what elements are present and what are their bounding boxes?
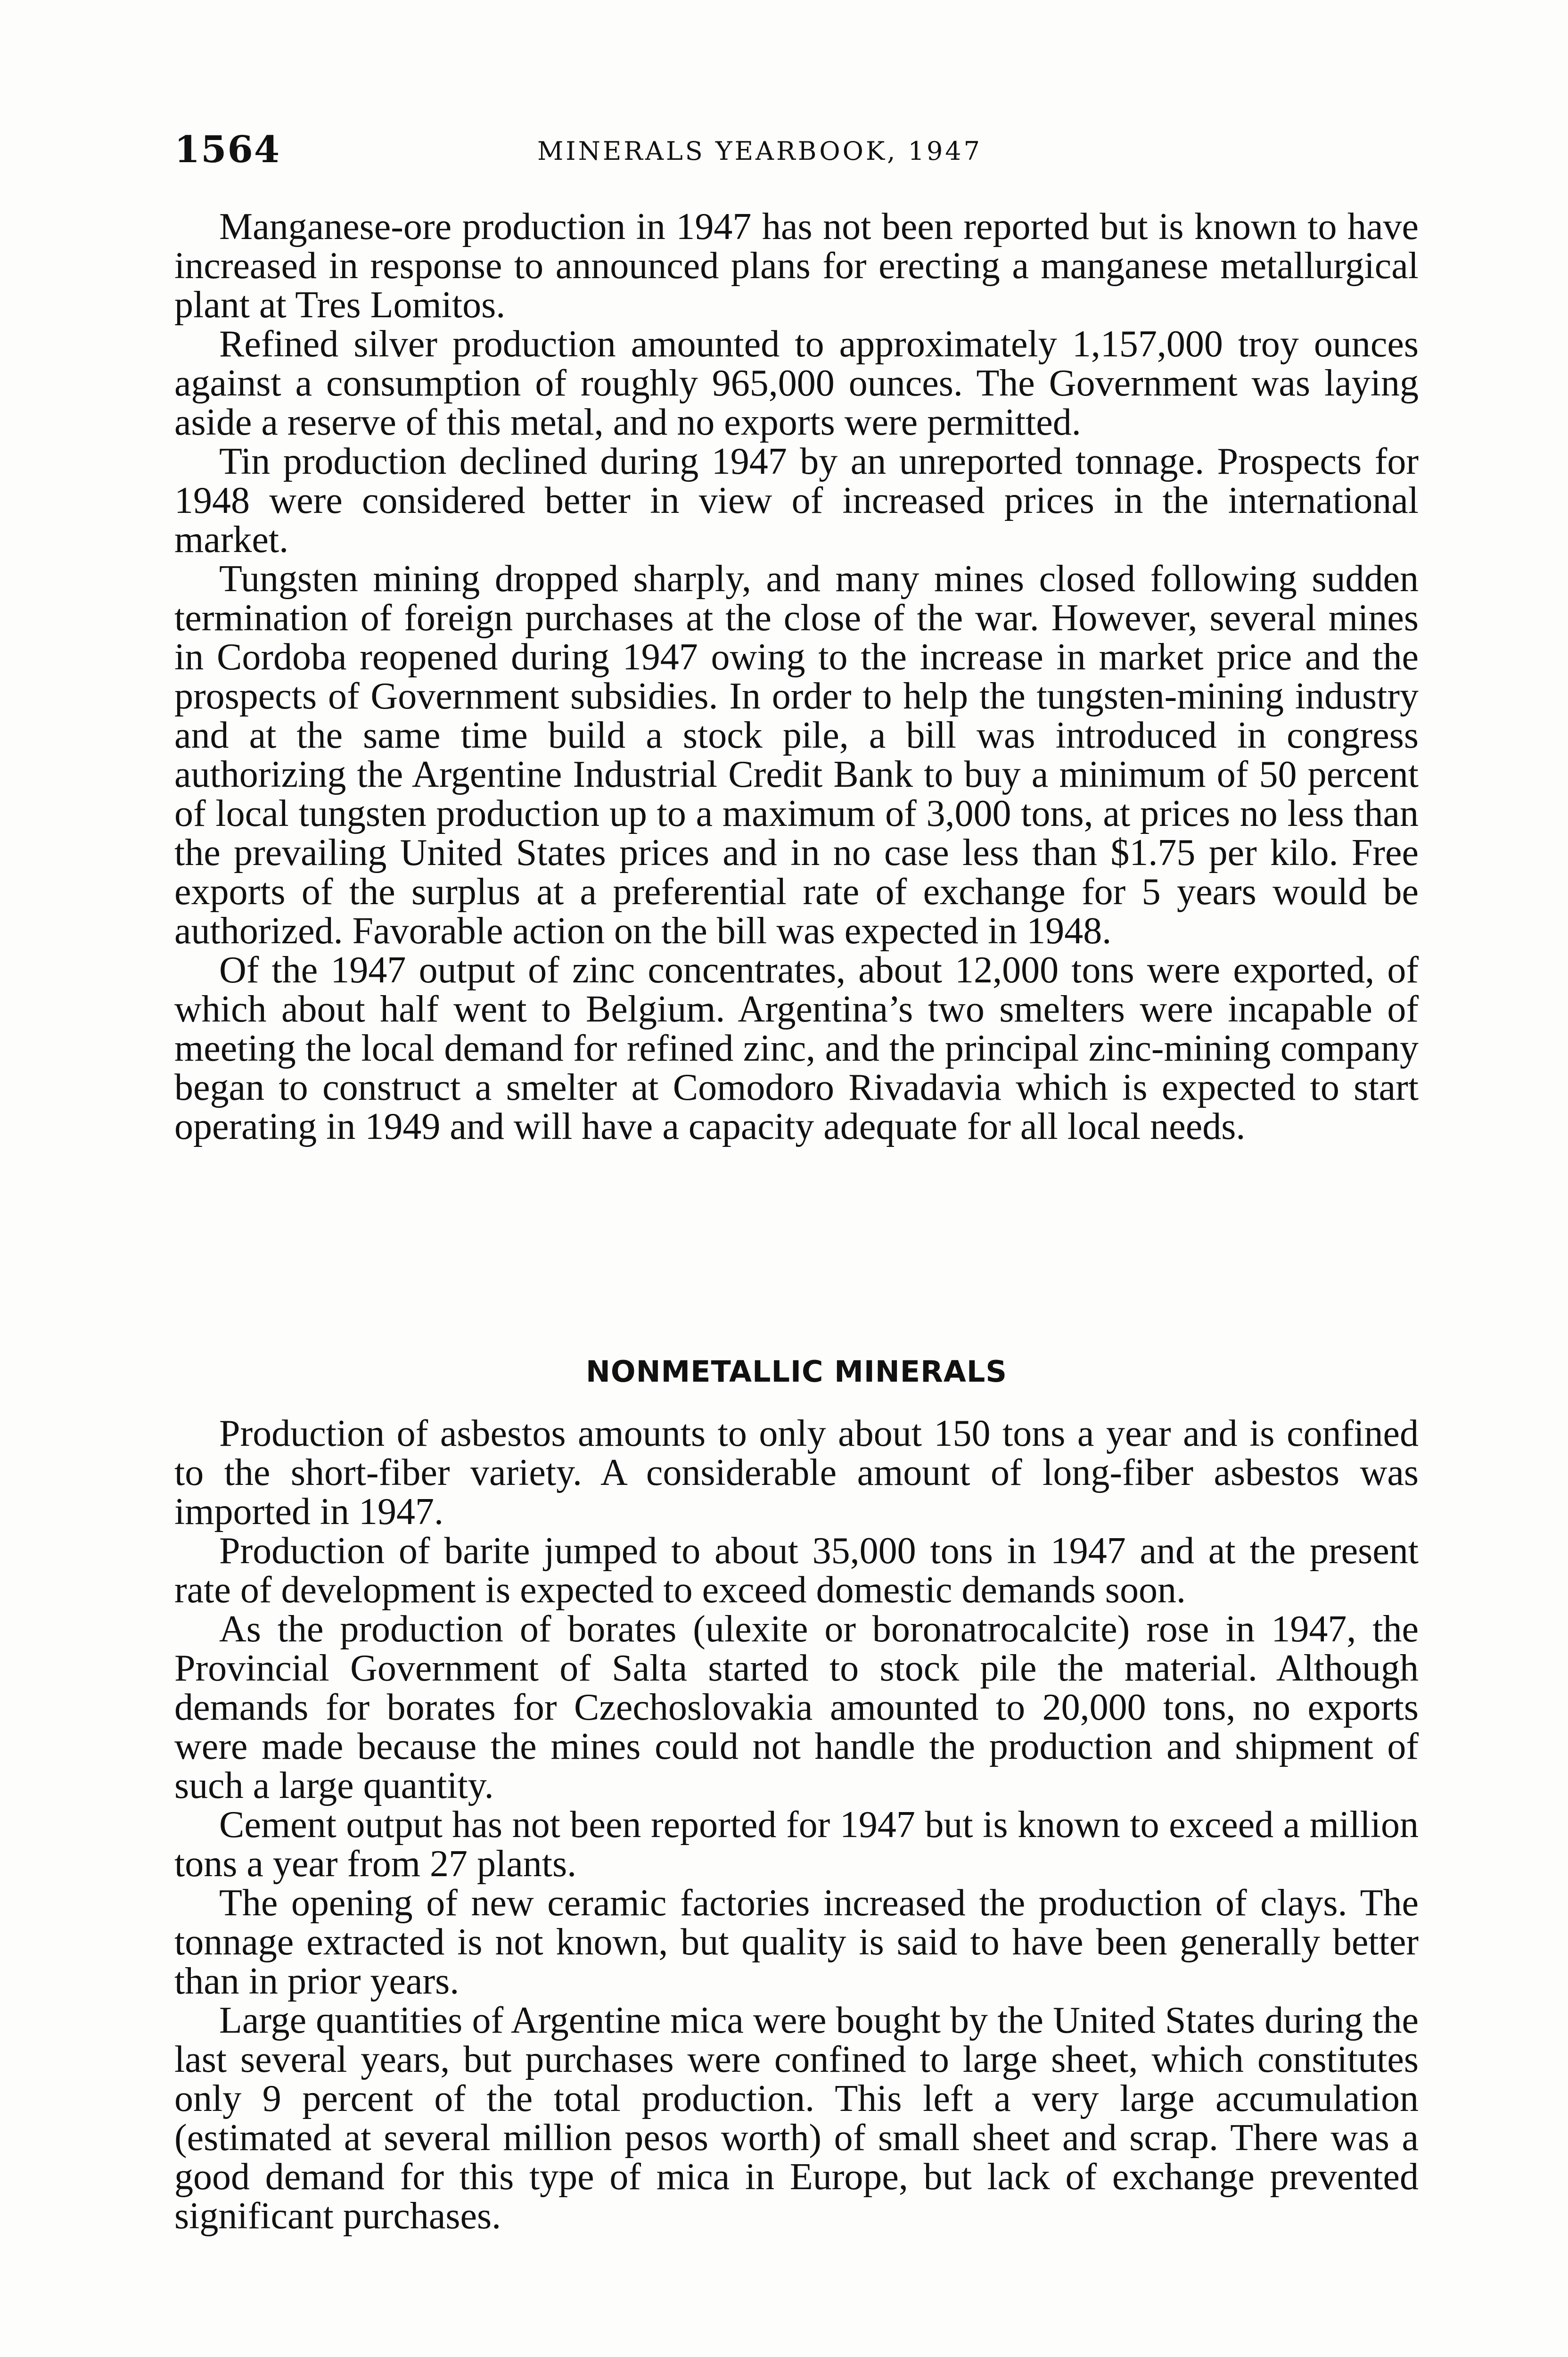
paragraph-silver: Refined silver production amounted to approximately 1,157,000 troy ounces against a consumption of roughly 965,000 ounces. The Government was laying aside a reserve of this metal, and no exports were permitted. xyxy=(174,323,1419,443)
nonmetallic-minerals-section xyxy=(174,1414,1419,2236)
paragraph-barite: Production of barite jumped to about 35,000 tons in 1947 and at the present rate of development is expected to exceed domestic demands soon. xyxy=(174,1530,1419,1611)
paragraph-tin: Tin production declined during 1947 by an unreported tonnage. Prospects for 1948 were considered better in view of increased prices in the international market. xyxy=(174,441,1419,560)
page-number: 1564 xyxy=(174,128,281,171)
paragraph-tungsten: Tungsten mining dropped sharply, and many mines closed following sudden termination of foreign purchases at the close of the war. However, several mines in Cordoba reopened during 1947 owing to the increase in market price and the prospects of Government subsidies. In order to help the tungsten-mining industry and at the same time build a stock pile, a bill was introduced in congress authorizing the Argentine Industrial Credit Bank to buy a minimum of 50 percent of local tungsten production up to a maximum of 3,000 tons, at prices no less than the prevailing United States prices and in no case less than $1.75 per kilo. Free exports of the surplus at a preferential rate of exchange for 5 years would be authorized. Favorable action on the bill was expected in 1948. xyxy=(174,558,1419,952)
paragraph-asbestos: Production of asbestos amounts to only about 150 tons a year and is confined to the short-fiber variety. A considerable amount of long-fiber asbestos was imported in 1947. xyxy=(174,1413,1419,1533)
metallic-minerals-section xyxy=(174,207,1419,1146)
page-header xyxy=(174,126,1051,178)
paragraph-zinc: Of the 1947 output of zinc concentrates, about 12,000 tons were exported, of which about half went to Belgium. Argentina’s two smelters were incapable of meeting the local demand for refined zinc, and the principal zinc-mining company began to construct a smelter at Comodoro Rivadavia which is expected to start operating in 1949 and will have a capacity adequate for all local needs. xyxy=(174,949,1419,1147)
section-heading-nonmetallic: NONMETALLIC MINERALS xyxy=(585,1354,1008,1389)
paragraph-manganese: Manganese-ore production in 1947 has not been reported but is known to have increased in response to announced plans for erecting a manganese metallurgical plant at Tres Lomitos. xyxy=(174,206,1419,326)
paragraph-cement: Cement output has not been reported for 1947 but is known to exceed a million tons a year from 27 plants. xyxy=(174,1804,1419,1885)
paragraph-borates: As the production of borates (ulexite or boronatrocalcite) rose in 1947, the Provincial Government of Salta started to stock pile the material. Although demands for borates for Czechoslovakia amounted to 20,000 tons, no exports were made because the mines could not handle the production and shipment of such a large quantity. xyxy=(174,1608,1419,1806)
running-title: MINERALS YEARBOOK, 1947 xyxy=(537,136,983,166)
paragraph-mica: Large quantities of Argentine mica were bought by the United States during the last several years, but purchases were confined to large sheet, which constitutes only 9 percent of the total production. This left a very large accumulation (estimated at several million pesos worth) of small sheet and scrap. There was a good demand for this type of mica in Europe, but lack of exchange prevented significant purchases. xyxy=(174,2000,1419,2237)
paragraph-clays: The opening of new ceramic factories increased the production of clays. The tonnage extracted is not known, but quality is said to have been generally better than in prior years. xyxy=(174,1882,1419,2002)
